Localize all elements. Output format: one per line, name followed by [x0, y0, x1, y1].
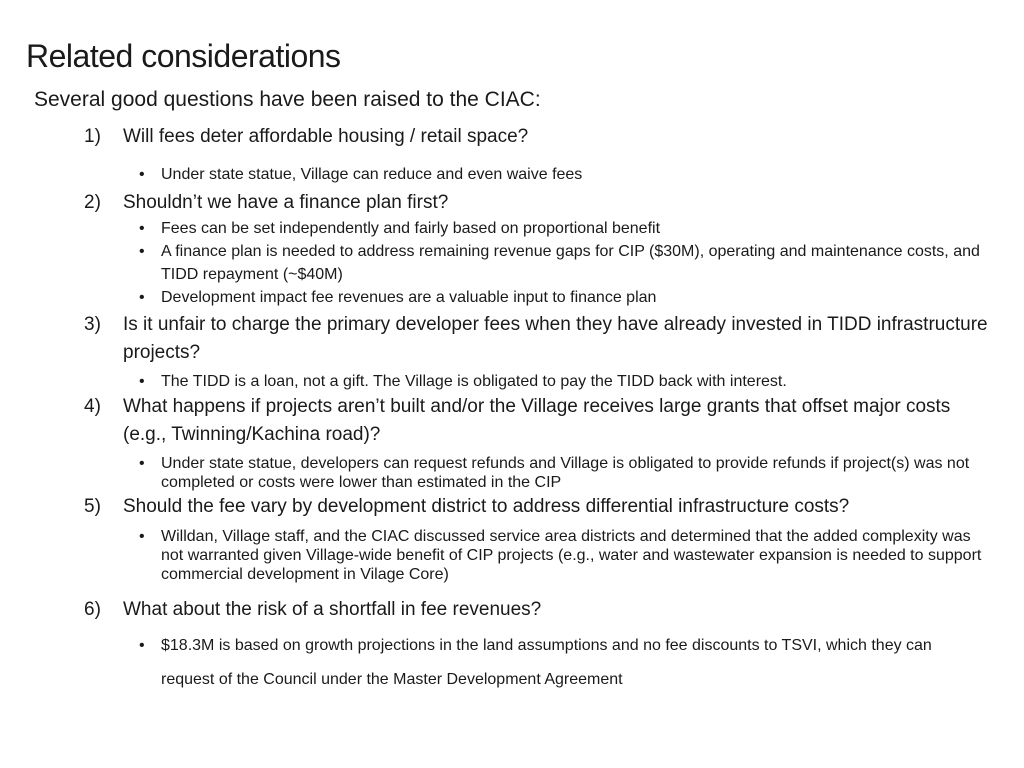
question-4-bullet-1	[139, 454, 989, 492]
bullet-text: The TIDD is a loan, not a gift. The Village is obligated to pay the TIDD back with interest.	[161, 373, 787, 390]
question-6	[84, 596, 989, 624]
question-text: Will fees deter affordable housing / retail space?	[123, 126, 529, 147]
question-4	[84, 393, 989, 449]
question-number: 2)	[84, 192, 101, 213]
question-text: What about the risk of a shortfall in fee revenues?	[123, 599, 542, 620]
question-2-bullet-2	[139, 240, 989, 286]
question-number: 5)	[84, 496, 101, 517]
question-3-bullet-1	[139, 370, 989, 393]
question-text: What happens if projects aren’t built and/or the Village receives large grants that offset major costs (e.g., Twinning/Kachina road)?	[123, 396, 951, 445]
bullet-icon: •	[139, 455, 145, 472]
bullet-text: Willdan, Village staff, and the CIAC discussed service area districts and determined that the added complexity was not warranted given Village-wide benefit of CIP projects (e.g., water and wastewater expansion is needed to support commercial development in Vilage Core)	[161, 528, 982, 583]
question-2-bullet-3	[139, 286, 989, 309]
question-5-bullet-1	[139, 527, 989, 584]
bullet-text: Development impact fee revenues are a valuable input to finance plan	[161, 289, 657, 306]
question-text: Shouldn’t we have a finance plan first?	[123, 192, 449, 213]
question-6-bullet-1	[139, 629, 989, 697]
bullet-icon: •	[139, 637, 145, 654]
question-1	[84, 123, 989, 151]
bullet-icon: •	[139, 528, 145, 545]
question-2-bullet-1	[139, 217, 989, 240]
question-1-bullet-1	[139, 163, 989, 186]
bullet-text: $18.3M is based on growth projections in the land assumptions and no fee discounts to TSVI, which they can request of the Council under the Master Development Agreement	[161, 637, 932, 688]
slide-intro: Several good questions have been raised to the CIAC:	[34, 88, 541, 111]
bullet-text: Under state statue, Village can reduce and even waive fees	[161, 166, 583, 183]
question-text: Is it unfair to charge the primary developer fees when they have already invested in TIDD infrastructure projects?	[123, 314, 988, 363]
question-5	[84, 493, 989, 521]
bullet-icon: •	[139, 373, 145, 390]
question-number: 3)	[84, 314, 101, 335]
bullet-text: A finance plan is needed to address remaining revenue gaps for CIP ($30M), operating and maintenance costs, and TIDD repayment (~$40M)	[161, 243, 980, 283]
bullet-icon: •	[139, 289, 145, 306]
bullet-icon: •	[139, 243, 145, 260]
question-2	[84, 189, 989, 217]
bullet-icon: •	[139, 166, 145, 183]
bullet-text: Under state statue, developers can request refunds and Village is obligated to provide refunds if project(s) was not completed or costs were lower than estimated in the CIP	[161, 455, 970, 491]
question-3	[84, 311, 989, 367]
question-number: 6)	[84, 599, 101, 620]
bullet-text: Fees can be set independently and fairly based on proportional benefit	[161, 220, 661, 237]
question-text: Should the fee vary by development district to address differential infrastructure costs?	[123, 496, 850, 517]
question-number: 1)	[84, 126, 101, 147]
question-number: 4)	[84, 396, 101, 417]
slide-title: Related considerations	[26, 38, 341, 74]
bullet-icon: •	[139, 220, 145, 237]
